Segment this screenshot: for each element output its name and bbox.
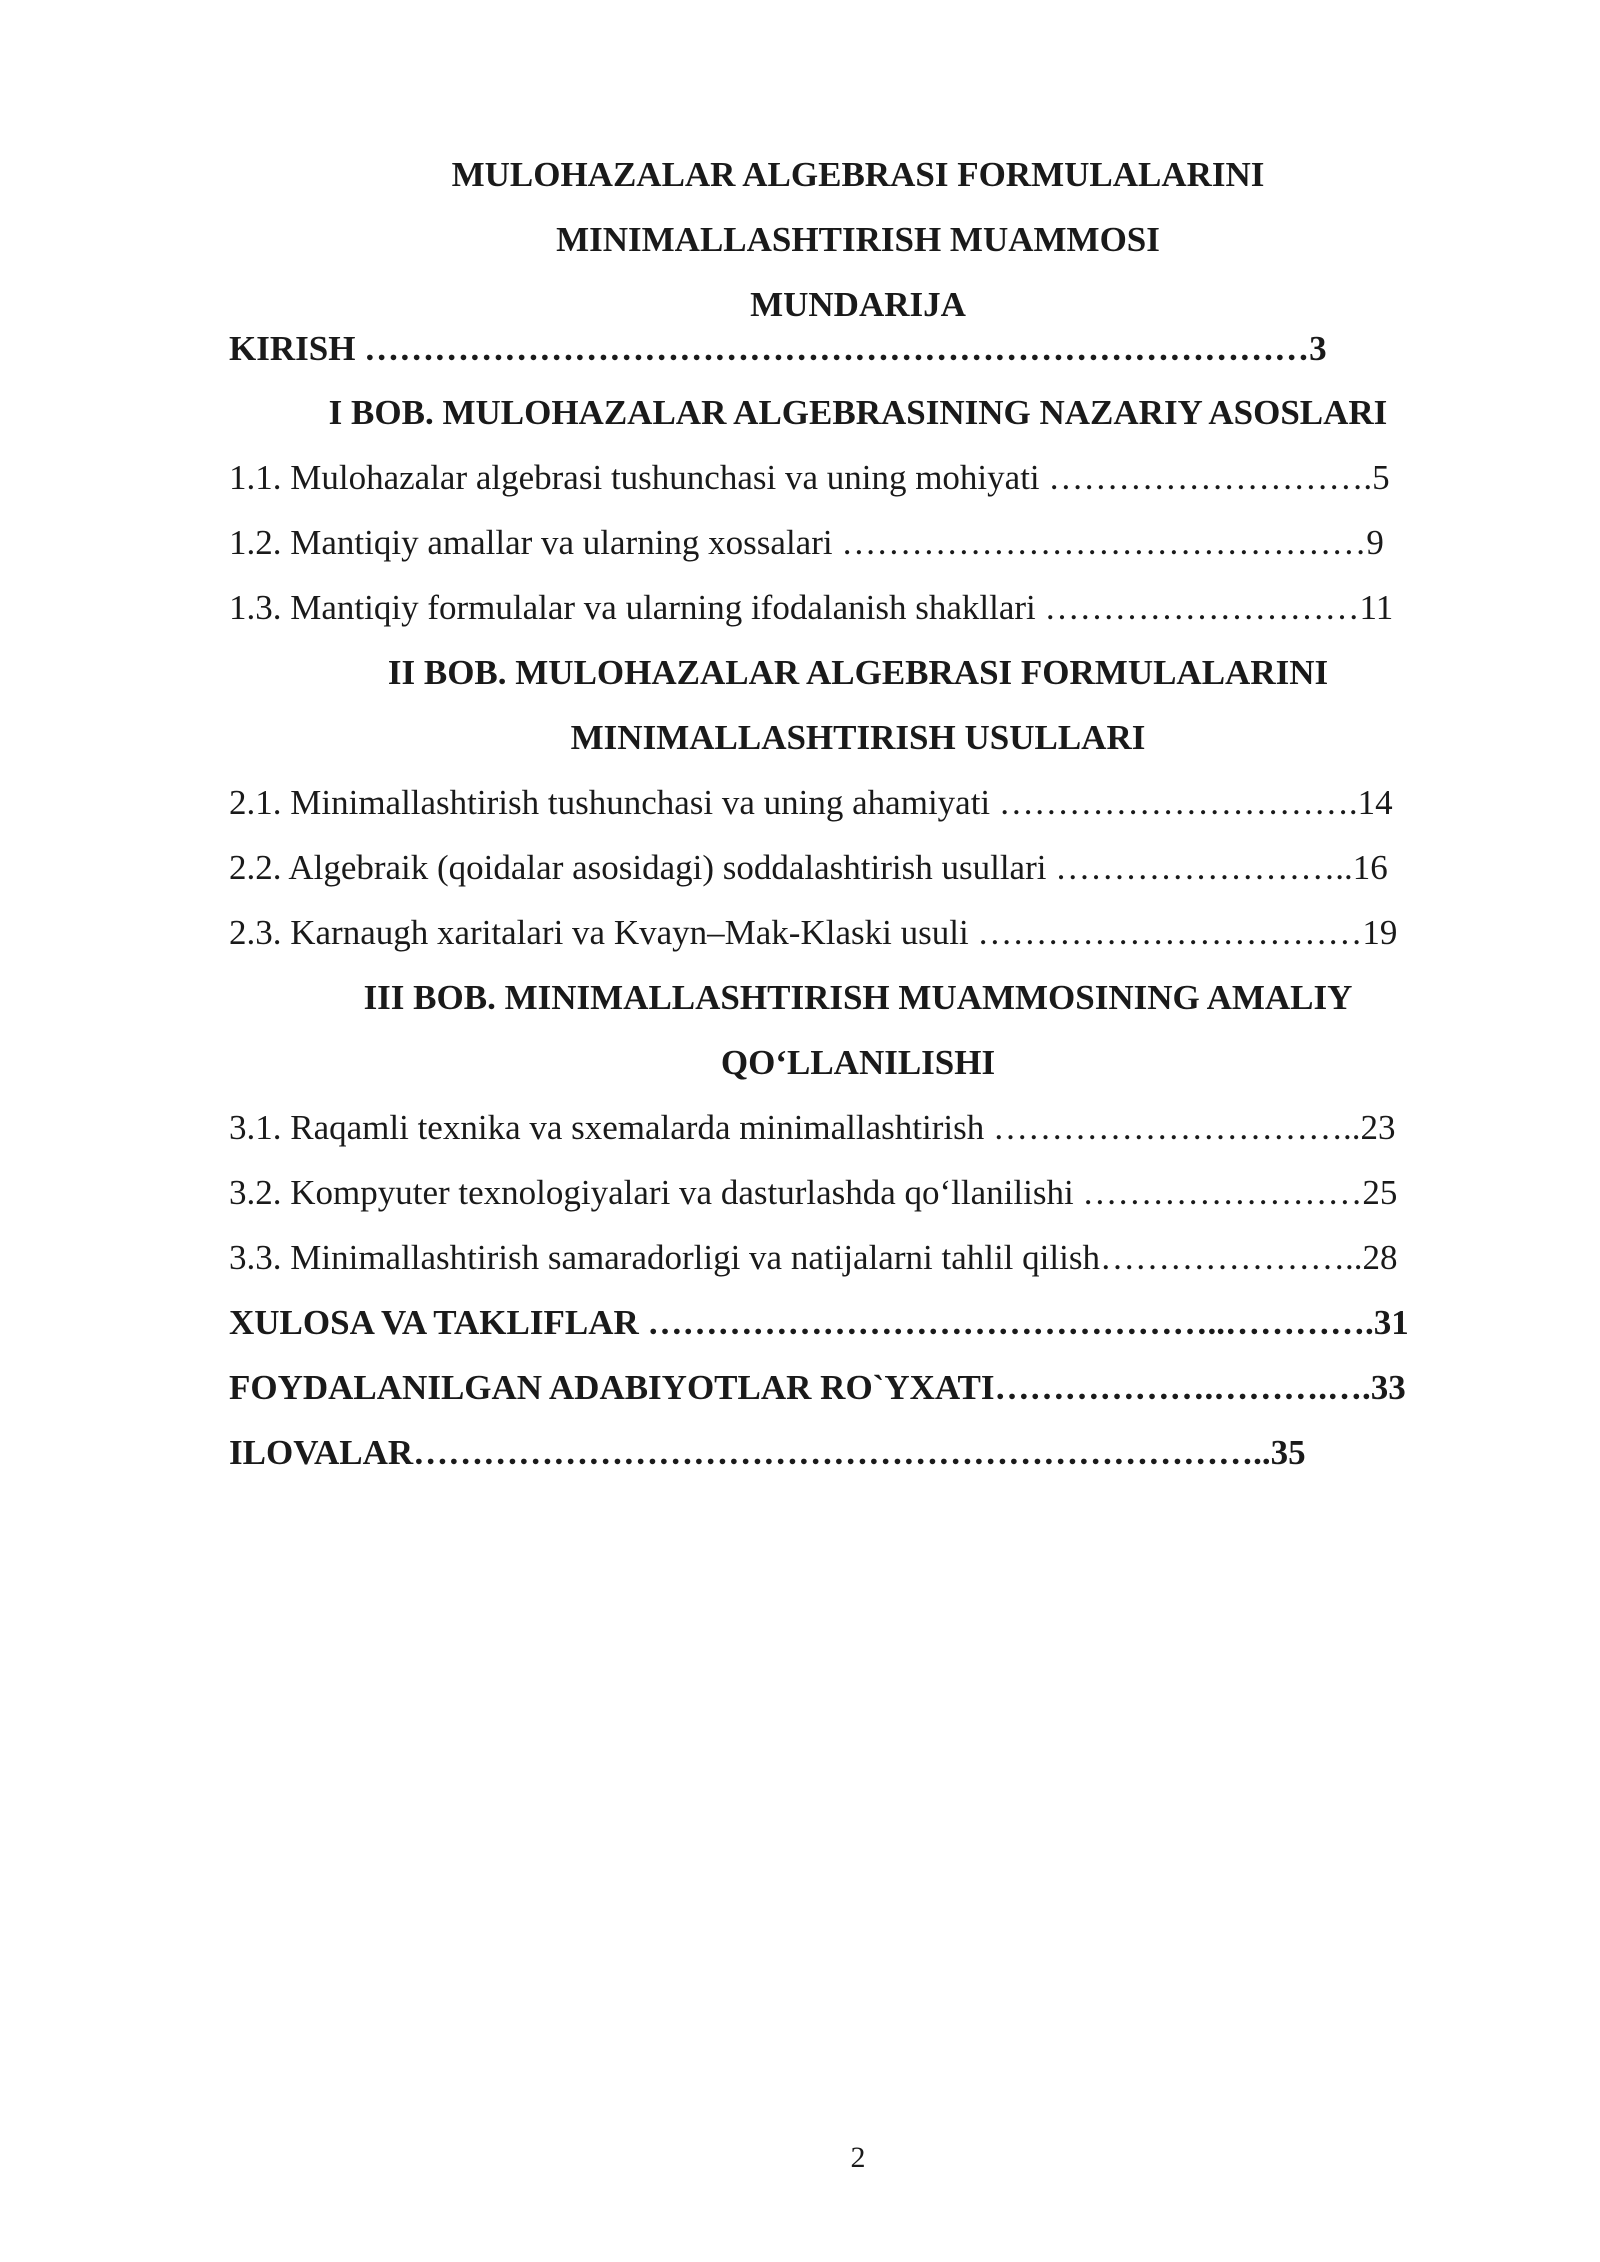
toc-chapter-1-title: I BOB. MULOHAZALAR ALGEBRASINING NAZARIY ASOSLARI xyxy=(328,393,1388,432)
toc-entry-1-3: 1.3. Mantiqiy formulalar va ularning ifodalanish shakllari ………………………11 xyxy=(229,588,1394,627)
toc-entry-2-1: 2.1. Minimallashtirish tushunchasi va uning ahamiyati ………………………….14 xyxy=(229,783,1393,822)
toc-entry-2-2: 2.2. Algebraik (qoidalar asosidagi) soddalashtirish usullari ……………………..16 xyxy=(229,848,1388,887)
toc-entry-3-3: 3.3. Minimallashtirish samaradorligi va natijalarni tahlil qilish…………………..28 xyxy=(229,1238,1398,1277)
toc-entry-xulosa: XULOSA VA TAKLIFLAR …………………………………………..………….31 xyxy=(229,1303,1409,1342)
toc-entry-3-2: 3.2. Kompyuter texnologiyalari va dasturlashda qo‘llanilishi ……………………25 xyxy=(229,1173,1398,1212)
toc-entry-1-1: 1.1. Mulohazalar algebrasi tushunchasi va uning mohiyati ……………………….5 xyxy=(229,458,1390,497)
toc-chapter-3-title-line-1: III BOB. MINIMALLASHTIRISH MUAMMOSINING AMALIY xyxy=(363,978,1353,1017)
toc-entry-kirish: KIRISH ………………………………………………………………………3 xyxy=(229,329,1327,368)
toc-entry-ilovalar: ILOVALAR………………………………………………………………..35 xyxy=(229,1433,1306,1472)
toc-entry-adabiyotlar: FOYDALANILGAN ADABIYOTLAR RO`YXATI……………….……….….33 xyxy=(229,1368,1406,1407)
toc-chapter-2-title-line-2: MINIMALLASHTIRISH USULLARI xyxy=(570,718,1146,757)
toc-entry-3-1: 3.1. Raqamli texnika va sxemalarda minimallashtirish …………………………..23 xyxy=(229,1108,1396,1147)
toc-heading: MUNDARIJA xyxy=(750,285,966,324)
document-title-line-2: MINIMALLASHTIRISH MUAMMOSI xyxy=(556,220,1160,259)
toc-chapter-2-title-line-1: II BOB. MULOHAZALAR ALGEBRASI FORMULALARINI xyxy=(387,653,1329,692)
page-number: 2 xyxy=(850,2141,866,2174)
toc-chapter-3-title-line-2: QO‘LLANILISHI xyxy=(720,1043,996,1082)
document-title-line-1: MULOHAZALAR ALGEBRASI FORMULALARINI xyxy=(451,155,1265,194)
toc-entry-2-3: 2.3. Karnaugh xaritalari va Kvayn–Mak-Klaski usuli ……………………………19 xyxy=(229,913,1398,952)
toc-entry-1-2: 1.2. Mantiqiy amallar va ularning xossalari ………………………………………9 xyxy=(229,523,1384,562)
